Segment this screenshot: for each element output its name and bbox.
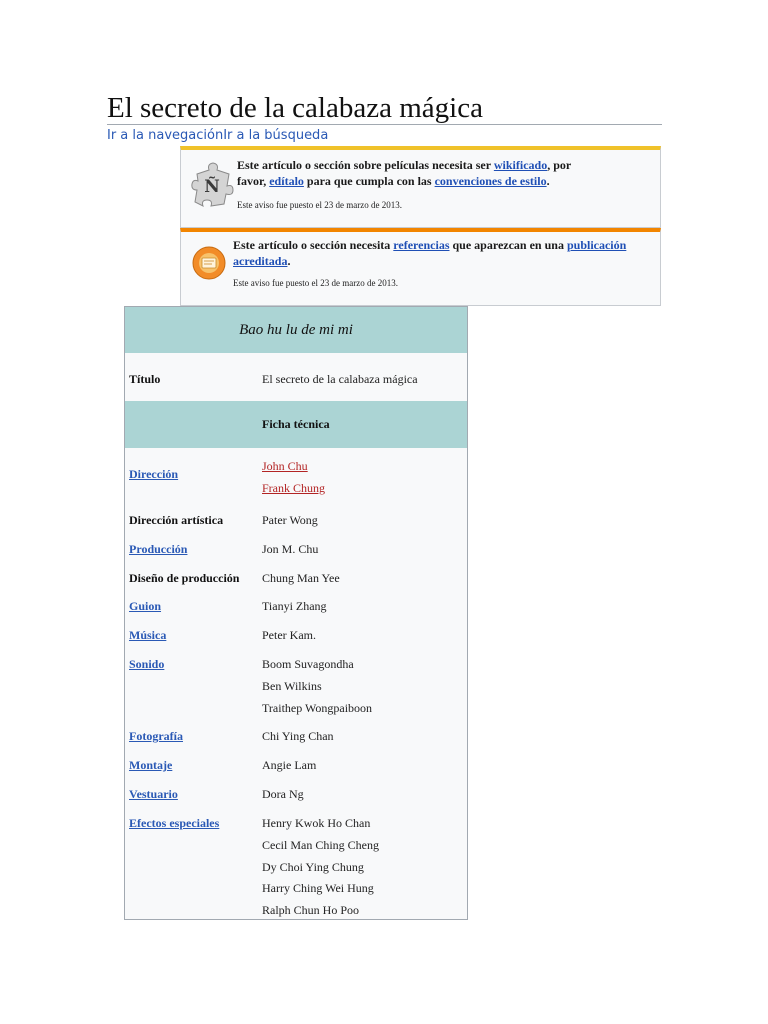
infobox-value: Jon M. Chu: [262, 542, 319, 556]
infobox-value: Chung Man Yee: [262, 571, 340, 585]
references-notice: [180, 228, 661, 306]
infobox-label-vestuario[interactable]: Vestuario: [129, 787, 178, 801]
infobox-value-titulo: El secreto de la calabaza mágica: [262, 372, 418, 386]
infobox-value: Chi Ying Chan: [262, 729, 334, 743]
infobox-value: Cecil Man Ching Cheng: [262, 838, 379, 852]
title-divider: [107, 124, 662, 125]
infobox-value: Boom Suvagondha: [262, 657, 354, 671]
infobox-label-efectos-especiales[interactable]: Efectos especiales: [129, 816, 220, 830]
infobox-value: Angie Lam: [262, 758, 317, 772]
infobox-label-diseno-de-produccion: Diseño de producción: [129, 571, 240, 585]
infobox-label-direccion-artistica: Dirección artística: [129, 513, 224, 527]
jump-links: [107, 127, 328, 145]
infobox-value: Dy Choi Ying Chung: [262, 860, 364, 874]
infobox-value-john-chu[interactable]: John Chu: [262, 459, 308, 473]
infobox-original-title: Bao hu lu de mi mi: [125, 307, 467, 353]
notice-message: Este artículo o sección necesita referencias que aparezcan en una publicación acreditada.: [233, 238, 627, 268]
infobox-value: Ralph Chun Ho Poo: [262, 903, 360, 917]
infobox-value: Ben Wilkins: [262, 679, 322, 693]
infobox-value: Traithep Wongpaiboon: [262, 701, 373, 715]
infobox-section-ficha-tecnica: [125, 401, 467, 448]
infobox-label-guion[interactable]: Guion: [129, 599, 162, 613]
section-heading: Ficha técnica: [262, 417, 330, 431]
jump-to-search-link[interactable]: Ir a la búsqueda: [223, 128, 329, 143]
infobox-value: Henry Kwok Ho Chan: [262, 816, 371, 830]
infobox-label-titulo: Título: [129, 372, 161, 386]
svg-text:Ñ: Ñ: [204, 177, 220, 197]
referencias-link[interactable]: referencias: [393, 238, 450, 252]
infobox-label-montaje[interactable]: Montaje: [129, 758, 173, 772]
notice-date: Este aviso fue puesto el 23 de marzo de 2013.: [233, 278, 398, 288]
infobox-label-produccion[interactable]: Producción: [129, 542, 188, 556]
wikify-notice: [180, 146, 661, 228]
convenciones-de-estilo-link[interactable]: convenciones de estilo: [434, 174, 547, 188]
infobox-value: Pater Wong: [262, 513, 318, 527]
infobox-label-direccion[interactable]: Dirección: [129, 467, 179, 481]
notice-message: Este artículo o sección sobre películas necesita ser wikificado, por favor, edítalo para que cumpla con las convenciones de estilo.: [237, 158, 571, 188]
editalo-link[interactable]: edítalo: [269, 174, 304, 188]
infobox-value-frank-chung[interactable]: Frank Chung: [262, 481, 325, 495]
infobox-label-fotografia[interactable]: Fotografía: [129, 729, 183, 743]
infobox-value: Dora Ng: [262, 787, 304, 801]
infobox-value: Tianyi Zhang: [262, 599, 327, 613]
notice-date: Este aviso fue puesto el 23 de marzo de 2013.: [237, 200, 402, 210]
publicacion-acreditada-link[interactable]: publicación acreditada: [233, 238, 627, 268]
page-title: El secreto de la calabaza mágica: [107, 92, 483, 124]
infobox-value: Harry Ching Wei Hung: [262, 881, 374, 895]
film-infobox: [124, 306, 468, 920]
infobox-label-sonido[interactable]: Sonido: [129, 657, 165, 671]
jump-to-navigation-link[interactable]: Ir a la navegación: [107, 128, 224, 143]
infobox-label-musica[interactable]: Música: [129, 628, 167, 642]
references-icon: [191, 245, 227, 281]
wikificado-link[interactable]: wikificado: [493, 158, 548, 172]
infobox-value: Peter Kam.: [262, 628, 316, 642]
puzzle-icon: [191, 160, 235, 208]
